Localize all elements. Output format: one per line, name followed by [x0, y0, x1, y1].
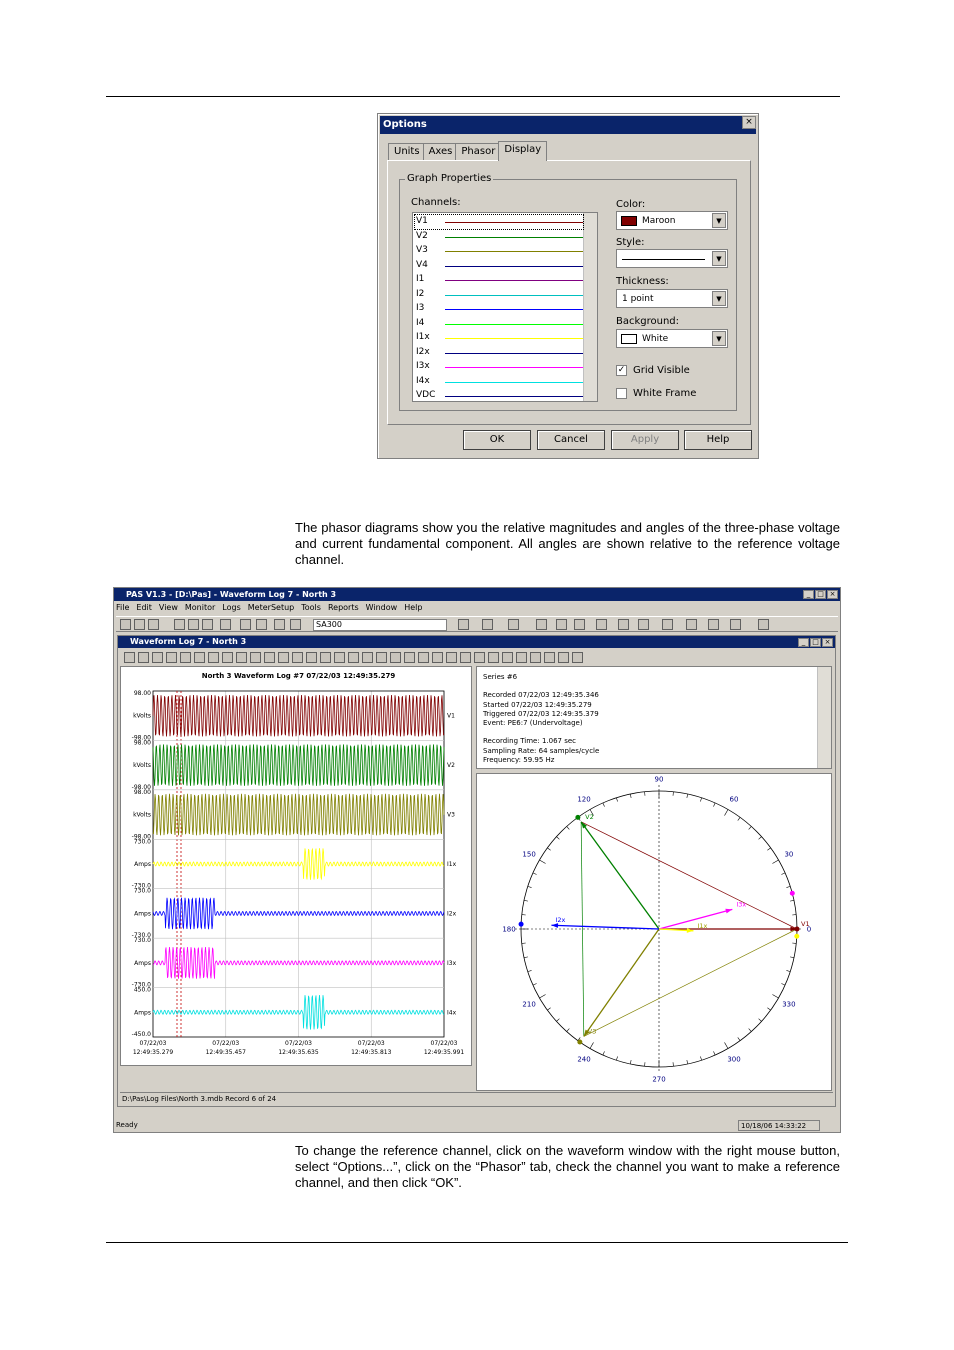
phasor-marker — [519, 922, 524, 927]
angle-tick — [790, 900, 794, 901]
device-select[interactable]: SA300 — [313, 619, 447, 631]
toolbar-icon[interactable] — [558, 652, 569, 663]
style-select[interactable] — [616, 249, 728, 268]
menu-item[interactable]: MeterSetup — [247, 603, 295, 612]
toolbar-icon[interactable] — [174, 619, 185, 630]
angle-tick — [700, 798, 701, 802]
toolbar-icon[interactable] — [188, 619, 199, 630]
axis-unit-label: Amps — [134, 959, 151, 967]
channel-name: I2 — [416, 288, 425, 299]
phasor-marker — [794, 934, 799, 939]
channel-item[interactable] — [415, 244, 583, 258]
angle-tick — [714, 1051, 716, 1055]
x-tick-time: 12:49:35.279 — [132, 1049, 174, 1056]
angle-tick — [524, 957, 528, 958]
toolbar-icon[interactable] — [572, 652, 583, 663]
waveform-chart[interactable] — [120, 666, 472, 1066]
angle-tick — [547, 848, 550, 850]
angle-label: 300 — [727, 1055, 741, 1064]
triangle-edge — [581, 822, 797, 929]
axis-max-label: 98.00 — [133, 788, 151, 796]
angle-tick — [539, 860, 545, 864]
info-line: Frequency: 59.95 Hz — [483, 755, 555, 764]
toolbar-icon[interactable] — [432, 652, 443, 663]
series-label: I4x — [447, 1009, 457, 1017]
channel-line — [445, 396, 583, 397]
series-label: V1 — [447, 712, 455, 720]
channel-line — [445, 222, 583, 223]
toolbar-icon[interactable] — [124, 652, 135, 663]
axis-unit-label: kVolts — [133, 712, 151, 720]
angle-label: 0 — [806, 925, 812, 934]
phasor-i3x — [659, 909, 732, 929]
phasor-label: V2 — [585, 812, 594, 821]
channel-item[interactable] — [415, 215, 583, 229]
child-title: Waveform Log 7 - North 3 — [118, 636, 835, 648]
app-title: PAS V1.3 - [D:\Pas] - Waveform Log 7 - North 3 — [114, 588, 840, 601]
toolbar-icon[interactable] — [152, 652, 163, 663]
toolbar-icon[interactable] — [236, 652, 247, 663]
channel-name: VDC — [416, 390, 436, 400]
toolbar-icon[interactable] — [290, 619, 301, 630]
axis-unit-label: kVolts — [133, 762, 151, 770]
x-tick-time: 12:49:35.991 — [423, 1049, 465, 1056]
info-scrollbar[interactable] — [817, 667, 831, 768]
channel-name: I1x — [416, 332, 430, 342]
menu-item[interactable]: Tools — [301, 603, 321, 612]
channel-line — [445, 382, 583, 383]
phasor-marker — [795, 927, 800, 932]
axis-min-label: -730.0 — [131, 882, 151, 890]
angle-tick — [749, 1029, 752, 1032]
channel-line — [445, 266, 583, 267]
channels-label: Channels: — [411, 197, 461, 208]
toolbar-icon[interactable] — [474, 652, 485, 663]
angle-tick — [786, 886, 790, 887]
minimize-button[interactable]: _ — [798, 638, 809, 647]
angle-tick — [616, 798, 617, 802]
thickness-label: Thickness: — [616, 276, 669, 287]
x-tick-time: 12:49:35.635 — [278, 1049, 319, 1056]
toolbar-icon[interactable] — [708, 619, 719, 630]
info-line: Sampling Rate: 64 samples/cycle — [483, 746, 600, 755]
channel-item[interactable] — [415, 259, 583, 273]
record-status: D:\Pas\Log Files\North 3.mdb Record 6 of 24 — [120, 1092, 833, 1104]
ok-button[interactable]: OK — [463, 430, 531, 450]
channel-item[interactable] — [415, 230, 583, 244]
angle-label: 240 — [577, 1055, 591, 1064]
channel-line — [445, 367, 583, 368]
color-label: Color: — [616, 199, 646, 210]
reference-instructions: To change the reference channel, click on the waveform window with the right mouse button, select “Options...”, click on the “Phasor” tab, check the channel you want to make a reference channel, and then click “OK”. — [295, 1143, 840, 1190]
toolbar-icon[interactable] — [730, 619, 741, 630]
angle-tick — [767, 848, 770, 850]
toolbar-icon[interactable] — [138, 652, 149, 663]
angle-tick — [528, 886, 532, 887]
phasor-diagram[interactable] — [476, 773, 832, 1091]
background-swatch — [621, 334, 637, 344]
toolbar-icon[interactable] — [502, 652, 513, 663]
toolbar-icon[interactable] — [240, 619, 251, 630]
toolbar-icon[interactable] — [418, 652, 429, 663]
angle-tick — [603, 1051, 605, 1055]
toolbar-icon[interactable] — [274, 619, 285, 630]
toolbar-icon[interactable] — [638, 619, 649, 630]
toolbar-icon[interactable] — [460, 652, 471, 663]
toolbar-icon[interactable] — [250, 652, 261, 663]
toolbar-icon[interactable] — [482, 619, 493, 630]
angle-tick — [759, 1019, 762, 1022]
toolbar-icon[interactable] — [194, 652, 205, 663]
toolbar-icon[interactable] — [458, 619, 469, 630]
x-tick-date: 07/22/03 — [357, 1040, 385, 1047]
toolbar-icon[interactable] — [292, 652, 303, 663]
axis-max-label: 450.0 — [133, 986, 151, 994]
channel-list[interactable] — [412, 212, 598, 402]
thickness-value: 1 point — [622, 294, 654, 304]
tab-display[interactable]: Display — [498, 141, 547, 161]
info-line: Series #6 — [483, 673, 518, 681]
channel-name: I1 — [416, 274, 425, 284]
chevron-down-icon: ▼ — [712, 331, 726, 346]
x-tick-date: 07/22/03 — [285, 1040, 312, 1047]
toolbar-icon[interactable] — [618, 619, 629, 630]
angle-tick — [533, 873, 537, 875]
close-button[interactable]: × — [827, 590, 838, 599]
toolbar-icon[interactable] — [758, 619, 769, 630]
menu-item[interactable]: Monitor — [184, 603, 216, 612]
header-rule — [106, 96, 840, 97]
channel-line — [445, 295, 583, 296]
angle-tick — [524, 900, 528, 901]
channel-name: V3 — [416, 245, 428, 255]
axis-unit-label: kVolts — [133, 811, 151, 819]
tab-axes[interactable]: Axes — [423, 143, 459, 161]
toolbar-icon[interactable] — [516, 652, 527, 663]
info-line: Recorded 07/22/03 12:49:35.346 — [483, 691, 599, 700]
angle-tick — [786, 970, 790, 971]
toolbar-icon[interactable] — [544, 652, 555, 663]
chevron-down-icon: ▼ — [712, 291, 726, 306]
grid-visible-checkbox[interactable]: ✓ — [617, 365, 626, 375]
menu-item[interactable]: Window — [365, 603, 398, 612]
phasor-i2x — [551, 925, 659, 929]
toolbar-icon[interactable] — [334, 652, 345, 663]
channel-line — [445, 251, 583, 252]
phasor-marker — [577, 1040, 582, 1045]
menu-item[interactable]: File — [116, 603, 130, 612]
cancel-button[interactable]: Cancel — [537, 430, 605, 450]
style-label: Style: — [616, 237, 645, 248]
background-label: Background: — [616, 316, 680, 327]
menu-item[interactable]: Reports — [327, 603, 359, 612]
angle-tick — [533, 984, 537, 986]
axis-max-label: 98.00 — [133, 739, 151, 747]
axis-min-label: -730.0 — [131, 981, 151, 989]
x-tick-time: 12:49:35.813 — [351, 1049, 392, 1056]
series-label: V3 — [447, 811, 455, 819]
axis-max-label: 730.0 — [133, 838, 151, 846]
waveform-svg — [121, 667, 471, 1065]
dialog-title: Options — [380, 116, 756, 134]
background-value: White — [642, 334, 669, 344]
color-swatch — [621, 216, 637, 226]
toolbar-icon[interactable] — [508, 619, 519, 630]
axis-min-label: -450.0 — [131, 1031, 151, 1038]
angle-tick — [759, 837, 762, 840]
toolbar-icon[interactable] — [278, 652, 289, 663]
graph-properties-group — [399, 173, 737, 411]
channel-item[interactable] — [415, 302, 583, 316]
child-window-buttons — [797, 637, 833, 647]
angle-tick — [700, 1056, 701, 1060]
waveform-toolbar — [120, 650, 833, 664]
toolbar-icon[interactable] — [264, 652, 275, 663]
info-line: Event: PE6:7 (Undervoltage) — [483, 719, 583, 727]
axis-max-label: 730.0 — [133, 937, 151, 945]
toolbar-icon[interactable] — [320, 652, 331, 663]
series-label: I3x — [447, 959, 457, 967]
group-label: Graph Properties — [407, 173, 492, 184]
series-label: I1x — [447, 861, 457, 868]
menu-item[interactable]: View — [158, 603, 178, 612]
channel-item[interactable] — [415, 375, 583, 389]
tab-strip — [388, 141, 544, 161]
angle-tick — [567, 826, 570, 829]
angle-tick — [687, 1060, 688, 1064]
angle-tick — [781, 873, 785, 875]
channel-item[interactable] — [415, 273, 583, 287]
angle-tick — [687, 794, 688, 798]
angle-tick — [556, 1019, 559, 1022]
color-value: Maroon — [642, 216, 676, 226]
toolbar-icon[interactable] — [362, 652, 373, 663]
toolbar-icon[interactable] — [180, 652, 191, 663]
triangle-edge — [584, 929, 797, 1036]
angle-label: 30 — [784, 850, 794, 859]
angle-tick — [590, 1042, 594, 1048]
angle-label: 60 — [729, 795, 739, 804]
angle-tick — [738, 817, 740, 820]
angle-tick — [556, 837, 559, 840]
toolbar-icon[interactable] — [404, 652, 415, 663]
angle-tick — [547, 1008, 550, 1010]
angle-tick — [539, 995, 545, 999]
close-icon[interactable]: × — [742, 116, 756, 129]
series-label: V2 — [447, 762, 455, 770]
series-label: I2x — [447, 910, 457, 918]
angle-label: 180 — [502, 925, 516, 934]
channel-scrollbar[interactable] — [583, 213, 597, 401]
phasor-marker — [575, 815, 580, 820]
waveform-window — [117, 635, 836, 1107]
axis-unit-label: Amps — [134, 910, 151, 918]
phasor-svg — [477, 774, 831, 1090]
toolbar-icon[interactable] — [574, 619, 585, 630]
toolbar-icon[interactable] — [446, 652, 457, 663]
toolbar-icon[interactable] — [120, 619, 131, 630]
angle-tick — [528, 970, 532, 971]
chevron-down-icon: ▼ — [712, 213, 726, 228]
angle-label: 150 — [522, 850, 536, 859]
toolbar-icon[interactable] — [686, 619, 697, 630]
tab-units[interactable]: Units — [388, 143, 426, 161]
close-button[interactable]: × — [822, 638, 833, 647]
phasor-marker — [790, 891, 795, 896]
channel-item[interactable] — [415, 331, 583, 345]
toolbar-icon[interactable] — [306, 652, 317, 663]
phasor-label: V1 — [801, 920, 810, 928]
angle-tick — [603, 803, 605, 807]
toolbar-icon[interactable] — [348, 652, 359, 663]
toolbar-icon[interactable] — [220, 619, 231, 630]
toolbar-icon[interactable] — [488, 652, 499, 663]
angle-tick — [725, 1042, 729, 1048]
channel-name: V4 — [416, 259, 428, 270]
channel-item[interactable] — [415, 360, 583, 374]
angle-label: 270 — [652, 1075, 666, 1084]
x-tick-date: 07/22/03 — [139, 1040, 167, 1047]
channel-name: V1 — [416, 216, 428, 226]
angle-tick — [616, 1056, 617, 1060]
maximize-button[interactable]: □ — [810, 638, 821, 647]
maximize-button[interactable]: □ — [815, 590, 826, 599]
angle-tick — [725, 809, 729, 815]
toolbar-icon[interactable] — [202, 619, 213, 630]
white-frame-checkbox[interactable] — [616, 388, 627, 399]
menu-item[interactable]: Logs — [222, 603, 241, 612]
app-status: Ready — [116, 1121, 138, 1129]
main-toolbar — [116, 616, 838, 632]
axis-max-label: 98.00 — [133, 690, 151, 697]
toolbar-icon[interactable] — [134, 619, 145, 630]
angle-tick — [749, 826, 752, 829]
angle-tick — [567, 1029, 570, 1032]
axis-min-label: -98.00 — [131, 734, 151, 742]
angle-tick — [767, 1008, 770, 1010]
tab-phasor[interactable]: Phasor — [455, 143, 501, 161]
channel-name: I2x — [416, 346, 430, 357]
channel-item[interactable] — [415, 317, 583, 331]
axis-min-label: -730.0 — [131, 932, 151, 940]
phasor-label: I1x — [697, 921, 708, 930]
angle-tick — [790, 957, 794, 958]
phasor-label: I2x — [555, 916, 566, 925]
channel-name: I4 — [416, 317, 425, 328]
chart-title: North 3 Waveform Log #7 07/22/03 12:49:35.279 — [201, 672, 396, 680]
phasor-label: V3 — [587, 1027, 597, 1036]
info-line: Recording Time: 1.067 sec — [483, 737, 577, 746]
axis-min-label: -98.00 — [131, 783, 151, 791]
x-tick-date: 07/22/03 — [430, 1040, 458, 1047]
menu-item[interactable]: Edit — [136, 603, 152, 612]
channel-line — [445, 353, 583, 354]
toolbar-icon[interactable] — [530, 652, 541, 663]
pas-window — [113, 587, 841, 1133]
angle-label: 330 — [782, 1000, 796, 1009]
toolbar-icon[interactable] — [596, 619, 607, 630]
style-line — [622, 259, 705, 260]
angle-tick — [714, 803, 716, 807]
thickness-select[interactable] — [616, 289, 728, 308]
channel-item[interactable] — [415, 288, 583, 302]
grid-visible-label: Grid Visible — [633, 365, 690, 376]
channel-name: I3 — [416, 303, 425, 313]
background-select[interactable] — [616, 329, 728, 348]
axis-max-label: 730.0 — [133, 887, 151, 895]
toolbar-icon[interactable] — [256, 619, 267, 630]
axis-unit-label: Amps — [134, 861, 151, 868]
axis-unit-label: Amps — [134, 1009, 151, 1017]
angle-tick — [772, 995, 778, 999]
toolbar-icon[interactable] — [536, 619, 547, 630]
channel-name: I3x — [416, 361, 430, 371]
app-window-buttons — [802, 589, 838, 599]
series-info — [476, 666, 832, 769]
angle-tick — [630, 794, 631, 798]
channel-item[interactable] — [415, 346, 583, 360]
x-tick-date: 07/22/03 — [212, 1040, 240, 1047]
angle-label: 120 — [577, 795, 591, 804]
phasor-description: The phasor diagrams show you the relative magnitudes and angles of the three-phase voltage and current fundamental component. All angles are shown relative to the reference voltage channel. — [295, 520, 840, 567]
menu-bar — [116, 603, 429, 615]
toolbar-icon[interactable] — [166, 652, 177, 663]
apply-button[interactable]: Apply — [611, 430, 679, 450]
angle-tick — [630, 1060, 631, 1064]
toolbar-icon[interactable] — [390, 652, 401, 663]
channel-line — [445, 324, 583, 325]
info-line: Triggered 07/22/03 12:49:35.379 — [483, 709, 599, 718]
angle-label: 210 — [522, 1000, 536, 1009]
channel-line — [445, 309, 583, 310]
toolbar-icon[interactable] — [208, 652, 219, 663]
arrowhead — [725, 909, 732, 914]
help-button[interactable]: Help — [684, 430, 752, 450]
toolbar-icon[interactable] — [662, 619, 673, 630]
toolbar-icon[interactable] — [222, 652, 233, 663]
chevron-down-icon: ▼ — [712, 251, 726, 266]
channel-line — [445, 338, 583, 339]
options-dialog — [377, 113, 759, 459]
toolbar-icon[interactable] — [148, 619, 159, 630]
angle-tick — [772, 860, 778, 864]
info-line: Started 07/22/03 12:49:35.279 — [483, 700, 592, 709]
menu-item[interactable]: Help — [404, 603, 423, 612]
x-tick-time: 12:49:35.457 — [205, 1049, 246, 1056]
status-clock: 10/18/06 14:33:22 — [738, 1120, 820, 1131]
channel-name: V2 — [416, 230, 428, 241]
angle-tick — [738, 1037, 740, 1040]
toolbar-icon[interactable] — [556, 619, 567, 630]
phasor-v3 — [584, 929, 659, 1036]
phasor-v2 — [581, 822, 659, 929]
angle-tick — [781, 984, 785, 986]
phasor-label: I3x — [736, 900, 747, 909]
channel-line — [445, 237, 583, 238]
angle-label: 90 — [654, 775, 664, 784]
channel-name: I4x — [416, 375, 430, 386]
toolbar-icon[interactable] — [376, 652, 387, 663]
channel-line — [445, 280, 583, 281]
minimize-button[interactable]: _ — [803, 590, 814, 599]
footer-rule — [106, 1242, 848, 1243]
color-select[interactable] — [616, 211, 728, 230]
channel-item[interactable] — [415, 389, 583, 403]
axis-min-label: -98.00 — [131, 833, 151, 841]
white-frame-label: White Frame — [633, 388, 697, 399]
display-tab-panel — [387, 160, 751, 425]
